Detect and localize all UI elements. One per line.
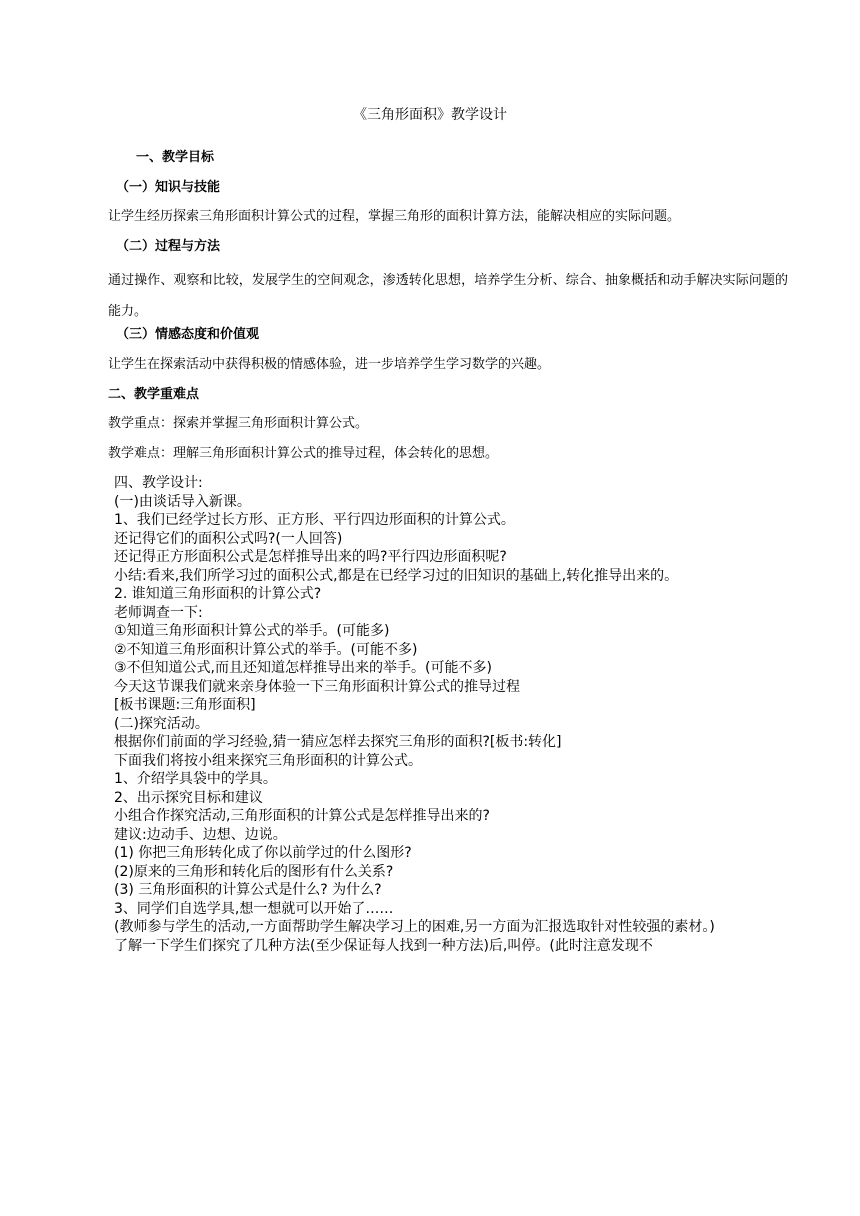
last-paragraph: 了解一下学生们探究了几种方法(至少保证每人找到一种方法)后,叫停。(此时注意发现不 bbox=[114, 937, 653, 954]
text-line: 2. 谁知道三角形面积的计算公式? bbox=[114, 586, 322, 602]
text-line: (2)原来的三角形和转化后的图形有什么关系? bbox=[114, 863, 394, 880]
heading-process-method: （二）过程与方法 bbox=[116, 239, 221, 254]
text-line: 今天这节课我们就来亲身体验一下三角形面积计算公式的推导过程 bbox=[114, 678, 520, 695]
text-line: 四、教学设计: bbox=[114, 475, 203, 491]
text-line: 还记得正方形面积公式是怎样推导出来的吗?平行四边形面积呢? bbox=[114, 549, 507, 565]
paragraph-emotion-values: 让学生在探索活动中获得积极的情感体验，进一步培养学生学习数学的兴趣。 bbox=[108, 357, 551, 372]
text-line: ②不知道三角形面积计算公式的举手。(可能不多) bbox=[114, 641, 418, 658]
text-line: ③不但知道公式,而且还知道怎样推导出来的举手。(可能不多) bbox=[114, 660, 492, 676]
heading-teaching-goals: 一、教学目标 bbox=[136, 150, 215, 165]
text-line: (一)由谈话导入新课。 bbox=[114, 493, 251, 510]
text-line: 小组合作探究活动,三角形面积的计算公式是怎样推导出来的? bbox=[114, 808, 490, 824]
teacher-note-paragraph: (教师参与学生的活动,一方面帮助学生解决学习上的困难,另一方面为汇报选取针对性较强的素材。) bbox=[114, 919, 715, 935]
text-line: (1) 你把三角形转化成了你以前学过的什么图形? bbox=[114, 845, 412, 861]
text-line: 建议:边动手、边想、边说。 bbox=[114, 826, 287, 843]
text-line: 3、同学们自选学具,想一想就可以开始了…… bbox=[114, 900, 394, 917]
text-line: (二)探究活动。 bbox=[114, 715, 209, 732]
heading-knowledge-skills: （一）知识与技能 bbox=[116, 180, 221, 195]
document-title: 《三角形面积》教学设计 bbox=[353, 107, 507, 123]
teaching-design-section bbox=[80, 474, 788, 955]
text-line: 1、介绍学具袋中的学具。 bbox=[114, 771, 277, 787]
heading-key-difficult-points: 二、教学重难点 bbox=[108, 387, 200, 402]
summary-paragraph: 小结:看来,我们所学习过的面积公式,都是在已经学习过的旧知识的基础上,转化推导出来的。 bbox=[114, 567, 679, 584]
paragraph-process-method: 通过操作、观察和比较，发展学生的空间观念，渗透转化思想，培养学生分析、综合、抽象概括和动手解决实际问题的能力。 bbox=[108, 273, 788, 319]
text-line: (3) 三角形面积的计算公式是什么? 为什么? bbox=[114, 882, 382, 898]
heading-emotion-values: （三）情感态度和价值观 bbox=[116, 327, 260, 342]
text-line: 老师调查一下: bbox=[114, 604, 203, 621]
paragraph-knowledge-skills: 让学生经历探索三角形面积计算公式的过程，掌握三角形的面积计算方法，能解决相应的实际问题。 bbox=[108, 209, 681, 224]
paragraph-key-point: 教学重点：探索并掌握三角形面积计算公式。 bbox=[108, 416, 369, 431]
text-line: [板书课题:三角形面积] bbox=[114, 697, 256, 713]
paragraph-difficult-point: 教学难点：理解三角形面积计算公式的推导过程，体会转化的思想。 bbox=[108, 446, 499, 461]
text-line: 下面我们将按小组来探究三角形面积的计算公式。 bbox=[114, 752, 422, 769]
text-line: ①知道三角形面积计算公式的举手。(可能多) bbox=[114, 623, 390, 639]
text-line: 还记得它们的面积公式吗?(一人回答) bbox=[114, 530, 343, 547]
text-line: 根据你们前面的学习经验,猜一猜应怎样去探究三角形的面积?[板书:转化] bbox=[114, 734, 562, 750]
text-line: 2、出示探究目标和建议 bbox=[114, 789, 263, 806]
text-line: 1、我们已经学过长方形、正方形、平行四边形面积的计算公式。 bbox=[114, 512, 515, 528]
